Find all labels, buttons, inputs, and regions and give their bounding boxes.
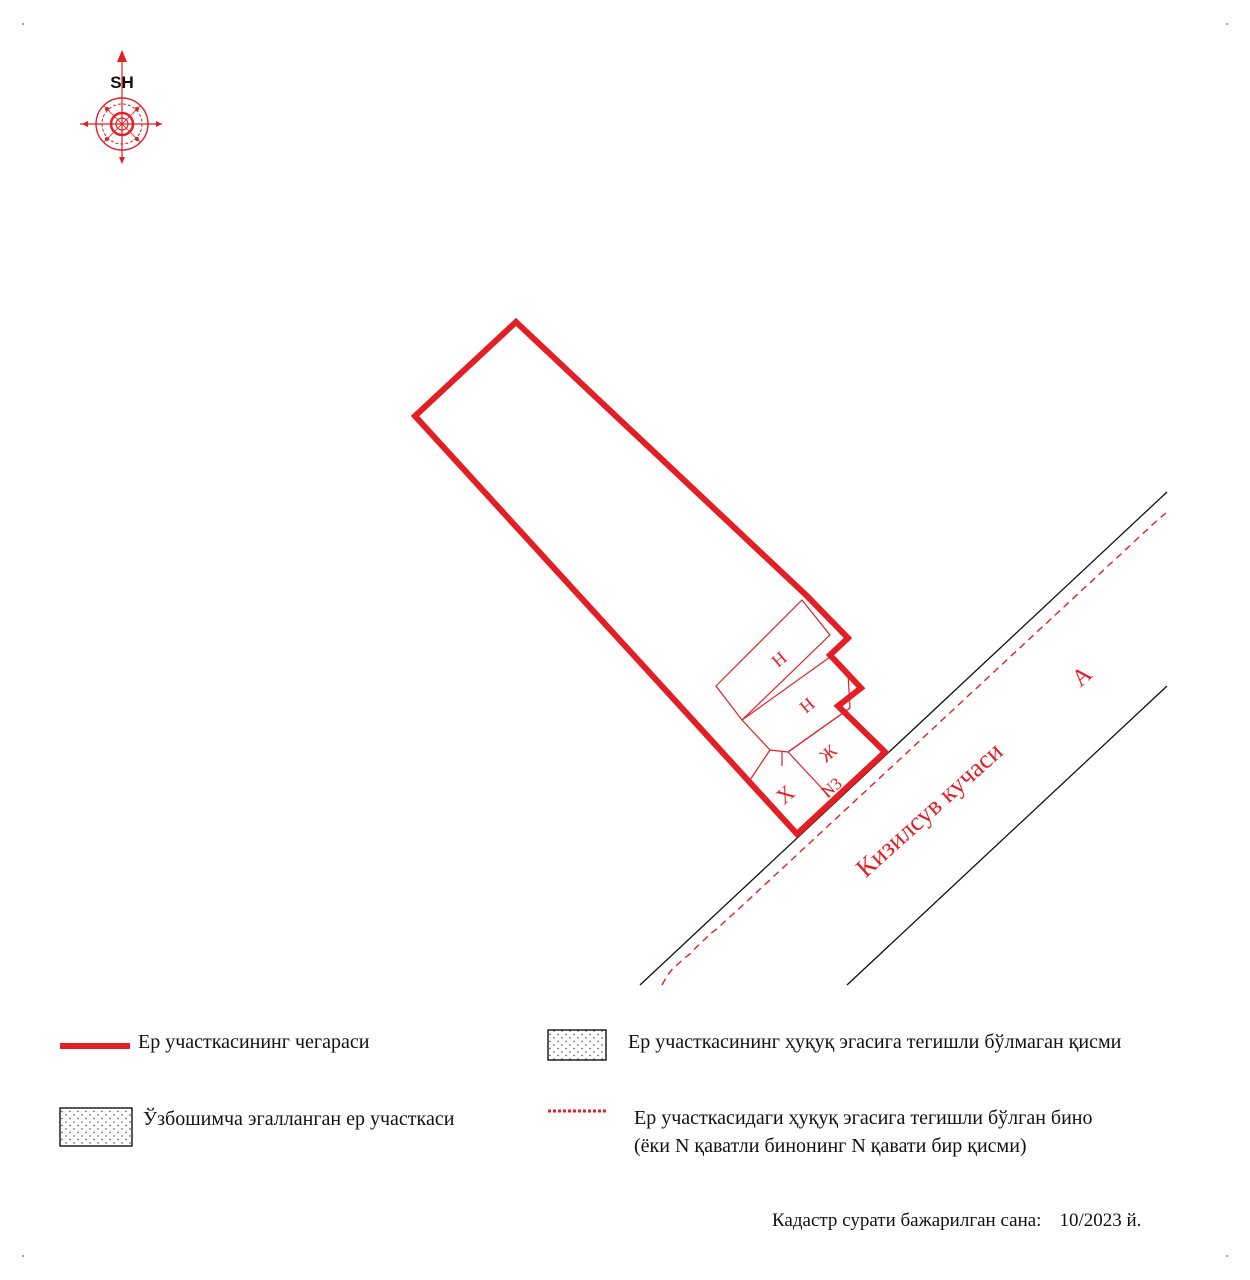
room-label-4: N3	[817, 773, 846, 802]
legend-building-text-line2: (ёки N қаватли бинонинг N қавати бир қисми)	[634, 1135, 1027, 1157]
legend-boundary-text: Ер участкасининг чегараси	[138, 1031, 370, 1053]
corner-marks	[22, 24, 1228, 1256]
room-label-2: Н	[795, 693, 819, 718]
legend-not-owned-text: Ер участкасининг ҳуқуқ эгасига тегишли бўлмаган қисми	[628, 1031, 1122, 1053]
street-boundary-line	[662, 512, 1167, 985]
room-label-3: Ж	[815, 740, 841, 767]
cadastral-date-value: 10/2023 й.	[1059, 1210, 1142, 1231]
north-arrow-icon	[80, 50, 162, 164]
cadastral-date-label: Кадастр сурати бажарилган сана:	[772, 1210, 1042, 1231]
compass-label: SH	[110, 73, 134, 92]
room-label-1: Н	[767, 647, 791, 672]
room-label-5: Х	[771, 779, 800, 809]
street-edges	[640, 492, 1167, 985]
legend-building-text-line1: Ер участкасидаги ҳуқуқ эгасига тегишли бўлган бино	[634, 1107, 1093, 1129]
street-zone-letter: А	[1067, 661, 1098, 693]
cadastral-date	[772, 1210, 1141, 1232]
legend-not-owned-symbol	[548, 1030, 606, 1060]
land-plot-boundary	[415, 322, 885, 834]
street-name: Кизилсув кучаси	[850, 736, 1009, 883]
legend-self-occupied-text: Ўзбошимча эгалланган ер участкаси	[143, 1108, 455, 1130]
legend-self-occupied-symbol	[60, 1108, 132, 1146]
